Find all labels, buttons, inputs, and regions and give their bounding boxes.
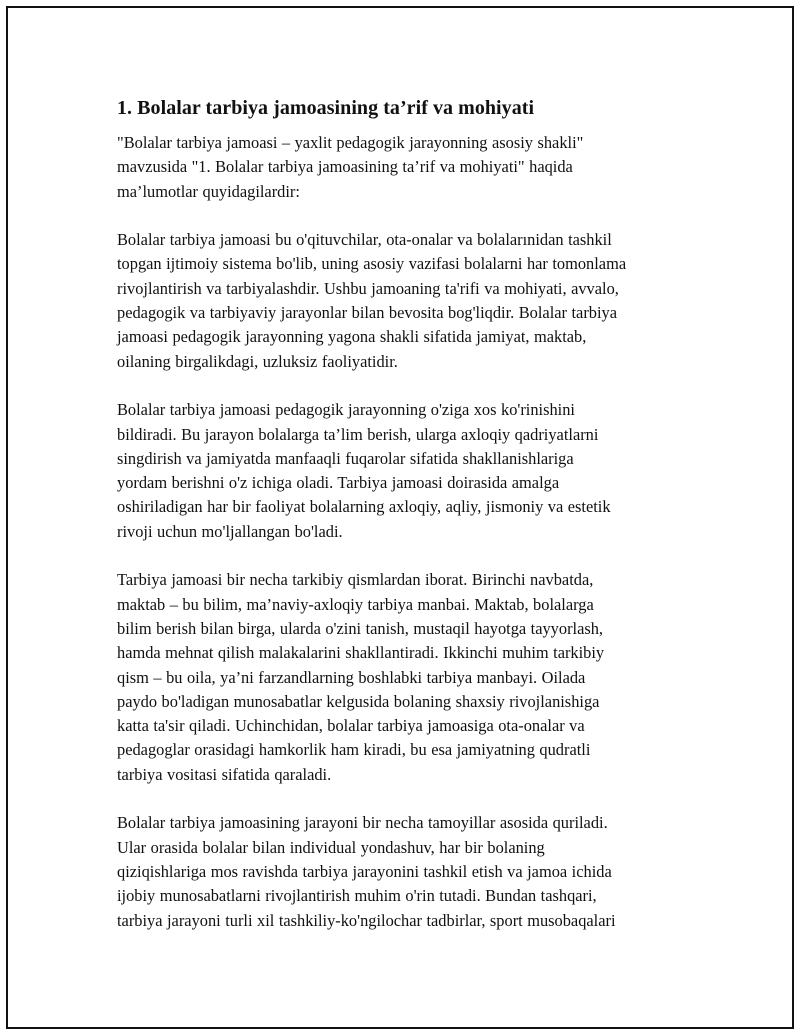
text-line: bilim berish bilan birga, ularda o'zini tanish, mustaqil hayotga tayyorlash, (117, 618, 604, 638)
text-line: rivoji uchun mo'ljallangan bo'ladi. (117, 521, 343, 541)
text-line: bildiradi. Bu jarayon bolalarga ta’lim berish, ularga axloqiy qadriyatlarni (117, 424, 599, 444)
text-line: mavzusida "1. Bolalar tarbiya jamoasining ta’rif va mohiyati" haqida (117, 157, 573, 177)
text-line: jamoasi pedagogik jarayonning yagona shakli sifatida jamiyat, maktab, (117, 327, 587, 347)
text-line: Bolalar tarbiya jamoasi bu o'qituvchilar, ota-onalar va bolalarınidan tashkil (117, 230, 612, 250)
paragraph-intro (117, 131, 687, 204)
text-line: tarbiya vositasi sifatida qaraladi. (117, 764, 332, 784)
text-line: ma’lumotlar quyidagilardir: (117, 181, 300, 201)
document-body (117, 95, 687, 957)
section-heading: 1. Bolalar tarbiya jamoasining ta’rif va mohiyati (117, 97, 535, 119)
text-line: yordam berishni o'z ichiga oladi. Tarbiya jamoasi doirasida amalga (117, 473, 560, 493)
paragraph-principles (117, 811, 687, 932)
text-line: pedagogik va tarbiyaviy jarayonlar bilan bevosita bog'liqdir. Bolalar tarbiya (117, 303, 618, 323)
text-line: ijobiy munosabatlarni rivojlantirish muhim o'rin tutadi. Bundan tashqari, (117, 886, 597, 906)
text-line: "Bolalar tarbiya jamoasi – yaxlit pedagogik jarayonning asosiy shakli" (117, 133, 584, 152)
text-line: paydo bo'ladigan munosabatlar kelgusida bolaning shaxsiy rivojlanishiga (117, 691, 600, 711)
text-line: oilaning birgalikdagi, uzluksiz faoliyatidir. (117, 351, 398, 371)
text-line: qiziqishlariga mos ravishda tarbiya jarayonini tashkil etish va jamoa ichida (117, 861, 612, 881)
text-line: qism – bu oila, ya’ni farzandlarning boshlabki tarbiya manbayi. Oilada (117, 667, 586, 687)
paragraph-components (117, 568, 687, 787)
text-line: Bolalar tarbiya jamoasining jarayoni bir necha tamoyillar asosida quriladi. (117, 813, 608, 833)
text-line: Tarbiya jamoasi bir necha tarkibiy qismlardan iborat. Birinchi navbatda, (117, 570, 594, 590)
text-line: topgan ijtimoiy sistema bo'lib, uning asosiy vazifasi bolalarni har tomonlama (117, 254, 627, 274)
text-line: oshiriladigan har bir faoliyat bolalarning axloqiy, aqliy, jismoniy va estetik (117, 497, 611, 517)
text-line: pedagoglar orasidagi hamkorlik ham kiradi, bu esa jamiyatning qudratli (117, 740, 591, 760)
text-line: singdirish va jamiyatda manfaaqli fuqarolar sifatida shakllanishlariga (117, 448, 574, 468)
text-line: rivojlantirish va tarbiyalashdir. Ushbu jamoaning ta'rifi va mohiyati, avvalo, (117, 278, 619, 298)
text-line: Bolalar tarbiya jamoasi pedagogik jarayonning o'ziga xos ko'rinishini (117, 400, 575, 420)
text-line: tarbiya jarayoni turli xil tashkiliy-ko'ngilochar tadbirlar, sport musobaqalari (117, 910, 616, 930)
text-line: katta ta'sir qiladi. Uchinchidan, bolalar tarbiya jamoasiga ota-onalar va (117, 716, 585, 736)
text-line: Ular orasida bolalar bilan individual yondashuv, har bir bolaning (117, 837, 545, 857)
text-line: maktab – bu bilim, ma’naviy-axloqiy tarbiya manbai. Maktab, bolalarga (117, 594, 594, 614)
paragraph-process (117, 398, 687, 544)
paragraph-definition (117, 228, 687, 374)
text-line: hamda mehnat qilish malakalarini shakllantiradi. Ikkinchi muhim tarkibiy (117, 643, 605, 663)
